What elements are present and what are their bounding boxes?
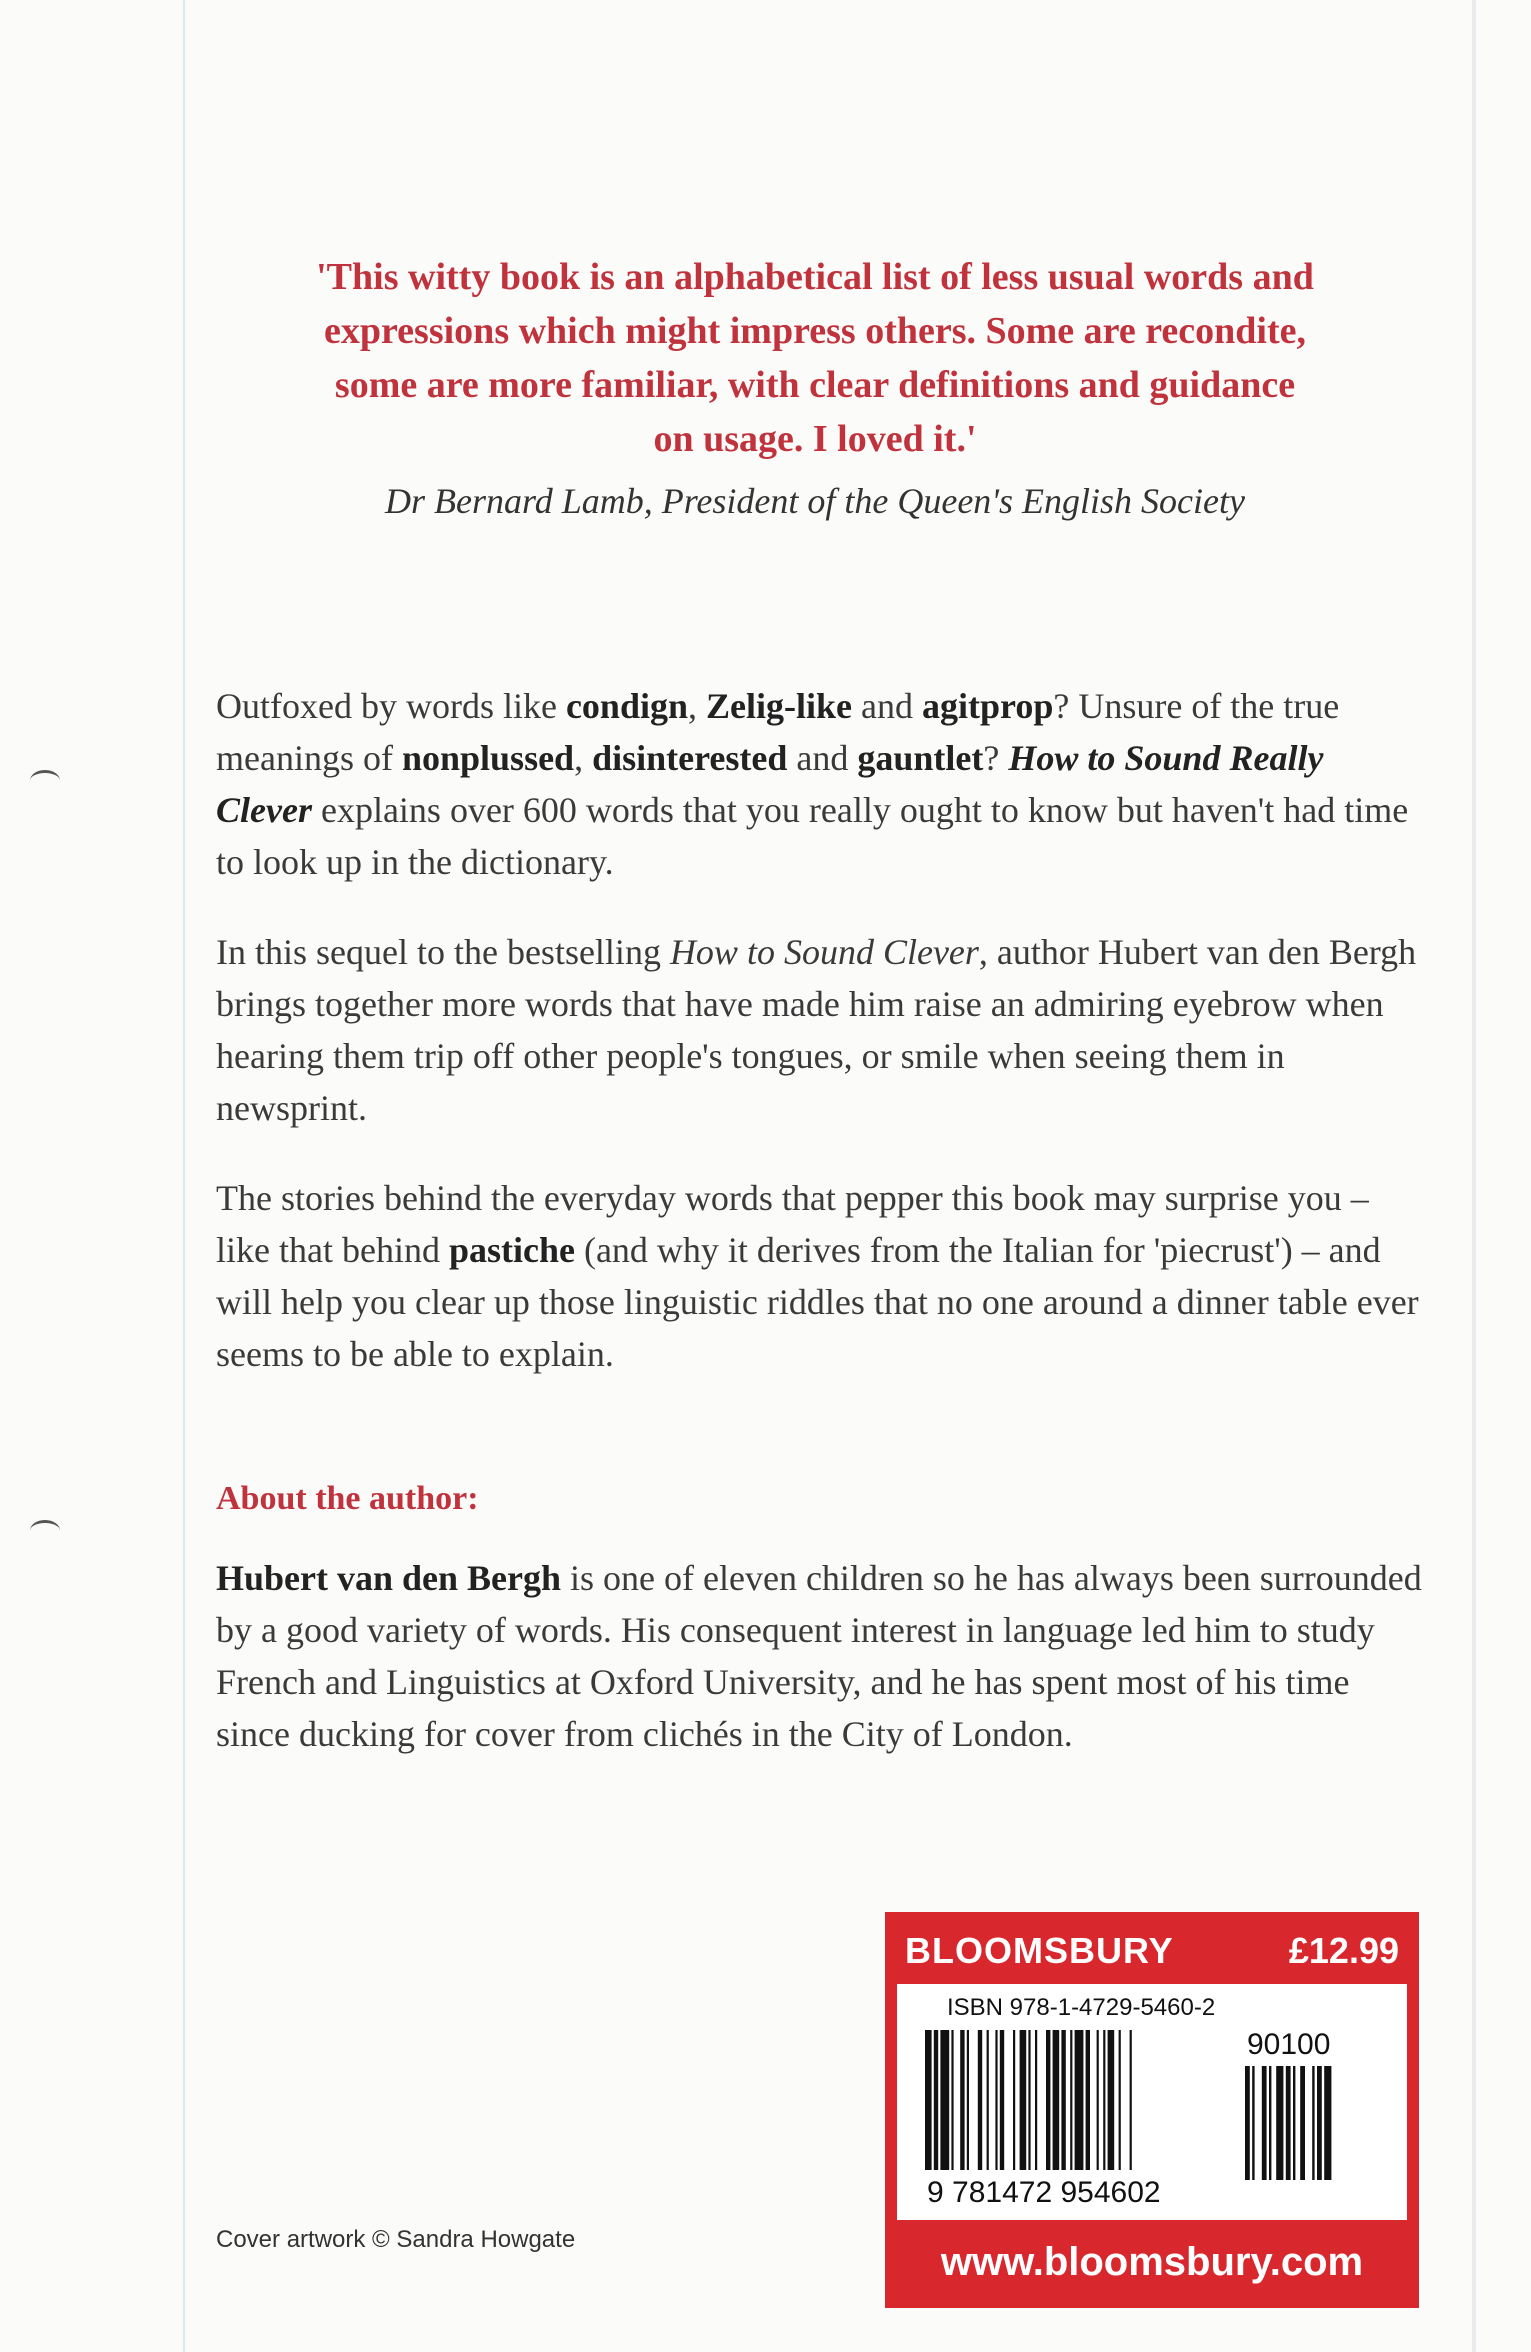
- barcode-addon-bar: [1252, 2066, 1254, 2180]
- text: In this sequel to the bestselling: [216, 932, 670, 972]
- review-quote: [220, 250, 1410, 466]
- text: and: [787, 738, 858, 778]
- barcode-addon-bar: [1276, 2066, 1283, 2180]
- barcode-bar: [1070, 2030, 1072, 2170]
- barcode-bar: [1028, 2030, 1030, 2170]
- text: ? Unsure of the true meanings of: [216, 686, 1340, 778]
- quote-line: on usage. I loved it.': [653, 418, 977, 460]
- text: and: [852, 686, 922, 726]
- cover-credit: Cover artwork © Sandra Howgate: [216, 2226, 576, 2253]
- text: (and why it derives from the Italian for 'piecrust') – and will help you clear up those linguistic riddles that no one around a dinner table ever seems to be able to explain.: [216, 1230, 1419, 1374]
- barcode-bar: [1119, 2030, 1121, 2170]
- isbn: ISBN 978-1-4729-5460-2: [947, 1994, 1216, 2021]
- text: The stories behind the everyday words that pepper this book may surprise you – like that behind: [216, 1178, 1369, 1270]
- barcode-addon-digits: 90100: [1247, 2028, 1331, 2061]
- text: ,: [574, 738, 593, 778]
- barcode-bar: [1053, 2030, 1060, 2170]
- barcode-addon-bar: [1245, 2066, 1250, 2180]
- quote-line: some are more familiar, with clear definitions and guidance: [334, 364, 1296, 406]
- barcode-addon-bar: [1300, 2066, 1305, 2180]
- publisher-website: www.bloomsbury.com: [940, 2240, 1364, 2284]
- barcode-bar: [1035, 2030, 1037, 2170]
- text: ,: [688, 686, 706, 726]
- blurb-paragraph-3: [216, 1172, 1426, 1380]
- highlight-word: Zelig-like: [706, 686, 852, 726]
- binder-hole-bottom: [30, 1520, 60, 1541]
- highlight-word: disinterested: [592, 738, 788, 778]
- highlight-word: pastiche: [448, 1230, 575, 1270]
- barcode-bar: [951, 2030, 953, 2170]
- quote-line: 'This witty book is an alphabetical list of less usual words and: [316, 256, 1314, 298]
- barcode-icon: [925, 2030, 1395, 2190]
- barcode-addon-bar: [1269, 2066, 1271, 2180]
- page-edge-right: [1472, 0, 1476, 2352]
- price: £12.99: [1288, 1930, 1399, 1971]
- barcode-bar: [925, 2030, 932, 2170]
- barcode-bar: [1108, 2030, 1115, 2170]
- publisher-name: BLOOMSBURY: [905, 1930, 1174, 1971]
- barcode-addon-bar: [1262, 2066, 1267, 2180]
- page-edge-left: [183, 0, 185, 2352]
- about-author-paragraph: [216, 1552, 1426, 1760]
- barcode-bar: [995, 2030, 997, 2170]
- barcode-bar: [978, 2030, 982, 2170]
- barcode-bar: [1075, 2030, 1084, 2170]
- barcode-bar: [1013, 2030, 1015, 2170]
- barcode-bar: [1097, 2030, 1099, 2170]
- text: , author Hubert van den Bergh brings together more words that have made him raise an admiring eyebrow when hearing them trip off other people's tongues, or smile when seeing them in newsprint.: [216, 932, 1417, 1128]
- price-barcode-box: [885, 1912, 1419, 2308]
- barcode-bar: [940, 2030, 949, 2170]
- barcode-bar: [987, 2030, 989, 2170]
- barcode-bar: [960, 2030, 964, 2170]
- blurb-paragraph-2: [216, 926, 1426, 1134]
- barcode-bar: [1061, 2030, 1065, 2170]
- text: Outfoxed by words like: [216, 686, 566, 726]
- book-title: How to Sound Really Clever: [216, 738, 1324, 830]
- barcode-bar: [1046, 2030, 1050, 2170]
- highlight-word: gauntlet: [857, 738, 984, 778]
- barcode-digits: 9 781472 954602: [923, 2176, 1165, 2210]
- barcode-bar: [934, 2030, 938, 2170]
- binder-hole-top: [30, 770, 60, 791]
- text: explains over 600 words that you really ought to know but haven't had time to look up in the dictionary.: [216, 790, 1409, 882]
- book-title: How to Sound Clever: [669, 932, 979, 972]
- barcode-bar: [967, 2030, 969, 2170]
- barcode-addon-bar: [1286, 2066, 1291, 2180]
- author-name: Hubert van den Bergh: [216, 1558, 562, 1598]
- about-author-heading: About the author:: [216, 1480, 479, 1517]
- highlight-word: nonplussed: [401, 738, 575, 778]
- barcode-panel: [897, 1984, 1407, 2220]
- quote-attribution: Dr Bernard Lamb, President of the Queen's English Society: [385, 481, 1245, 521]
- barcode-addon-bar: [1324, 2066, 1331, 2180]
- barcode-bar: [1130, 2030, 1132, 2170]
- text: is one of eleven children so he has always been surrounded by a good variety of words. His consequent interest in language led him to study French and Linguistics at Oxford University, and he has spent most of his time since ducking for cover from clichés in the City of London.: [216, 1558, 1422, 1754]
- quote-line: expressions which might impress others. Some are recondite,: [324, 310, 1306, 352]
- barcode-addon-bar: [1317, 2066, 1322, 2180]
- text: ?: [983, 738, 1009, 778]
- barcode-addon-bar: [1312, 2066, 1314, 2180]
- barcode-bar: [1000, 2030, 1004, 2170]
- barcode-bar: [1020, 2030, 1027, 2170]
- barcode-bar: [1103, 2030, 1105, 2170]
- barcode-addon-bar: [1293, 2066, 1295, 2180]
- blurb-paragraph-1: [216, 680, 1426, 888]
- barcode-bar: [1086, 2030, 1090, 2170]
- highlight-word: condign: [565, 686, 688, 726]
- highlight-word: agitprop: [921, 686, 1054, 726]
